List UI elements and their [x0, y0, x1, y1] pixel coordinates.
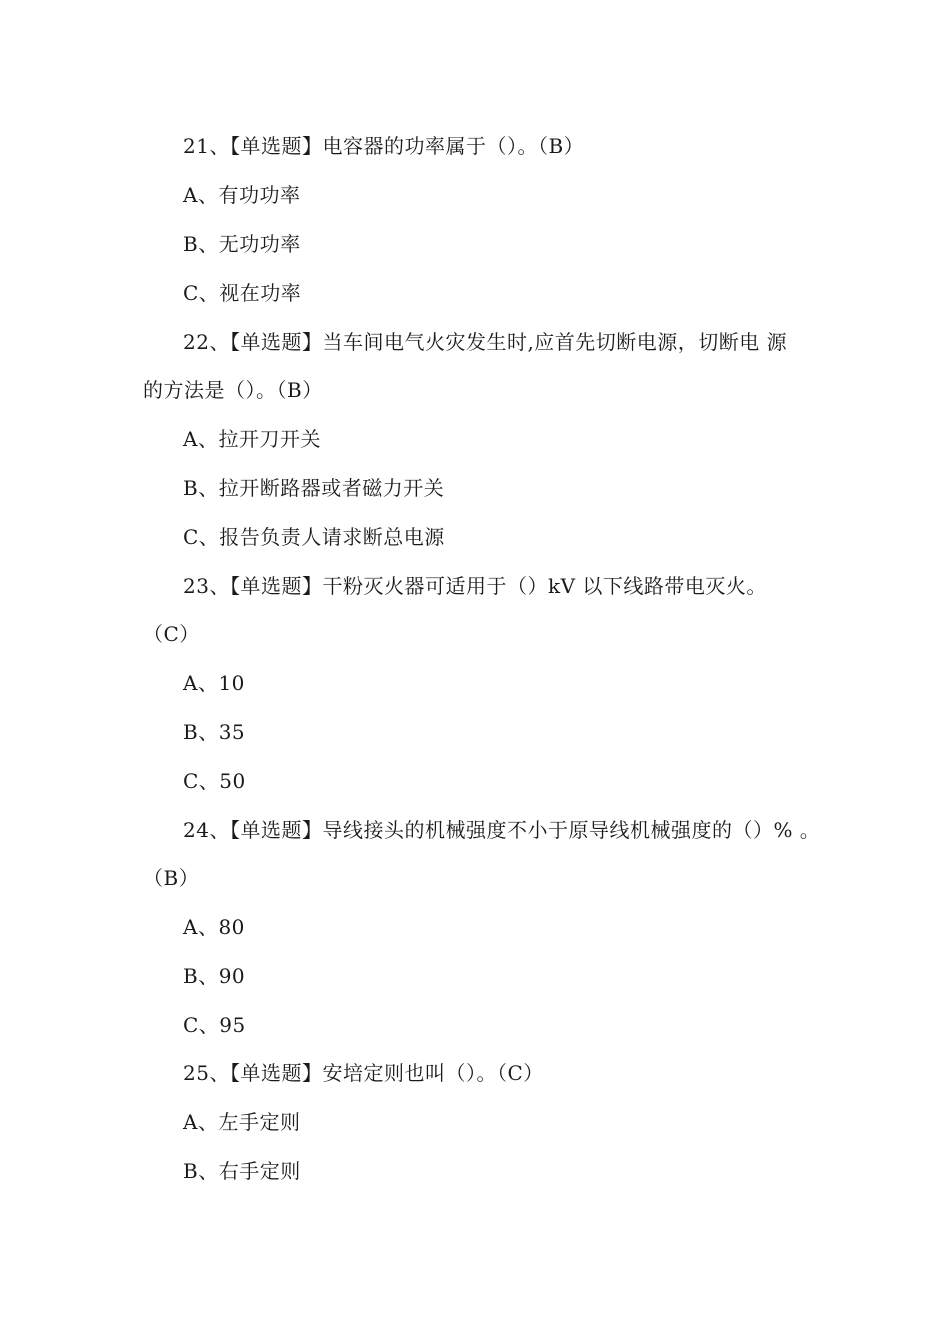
question-23-stem: 23、【单选题】干粉灭火器可适用于（）kV 以下线路带电灭火。	[183, 574, 767, 598]
question-21-stem: 21、【单选题】电容器的功率属于（）。（B）	[183, 134, 585, 158]
question-23-option-b: B、35	[183, 720, 246, 744]
question-23-option-a: A、10	[183, 671, 245, 695]
question-24-option-a: A、80	[183, 915, 245, 939]
question-22-option-b: B、拉开断路器或者磁力开关	[183, 476, 445, 500]
question-22-option-c: C、报告负责人请求断总电源	[183, 525, 445, 549]
question-24-stem-continued: （B）	[143, 866, 200, 890]
question-23-stem-continued: （C）	[143, 622, 200, 646]
question-25-option-a: A、左手定则	[183, 1110, 301, 1134]
question-22-stem-continued: 的方法是（）。（B）	[143, 378, 323, 402]
question-21-option-c: C、视在功率	[183, 281, 302, 305]
question-24-stem: 24、【单选题】导线接头的机械强度不小于原导线机械强度的（）% 。	[183, 818, 821, 842]
question-22-option-a: A、拉开刀开关	[183, 427, 321, 451]
question-25-stem: 25、【单选题】安培定则也叫（）。（C）	[183, 1061, 544, 1085]
question-21-option-a: A、有功功率	[183, 183, 301, 207]
question-24-option-c: C、95	[183, 1013, 246, 1037]
question-25-option-b: B、右手定则	[183, 1159, 301, 1183]
question-22-stem: 22、【单选题】当车间电气火灾发生时,应首先切断电源，切断电 源	[183, 330, 788, 354]
question-21-option-b: B、无功功率	[183, 232, 301, 256]
question-23-option-c: C、50	[183, 769, 246, 793]
question-24-option-b: B、90	[183, 964, 246, 988]
